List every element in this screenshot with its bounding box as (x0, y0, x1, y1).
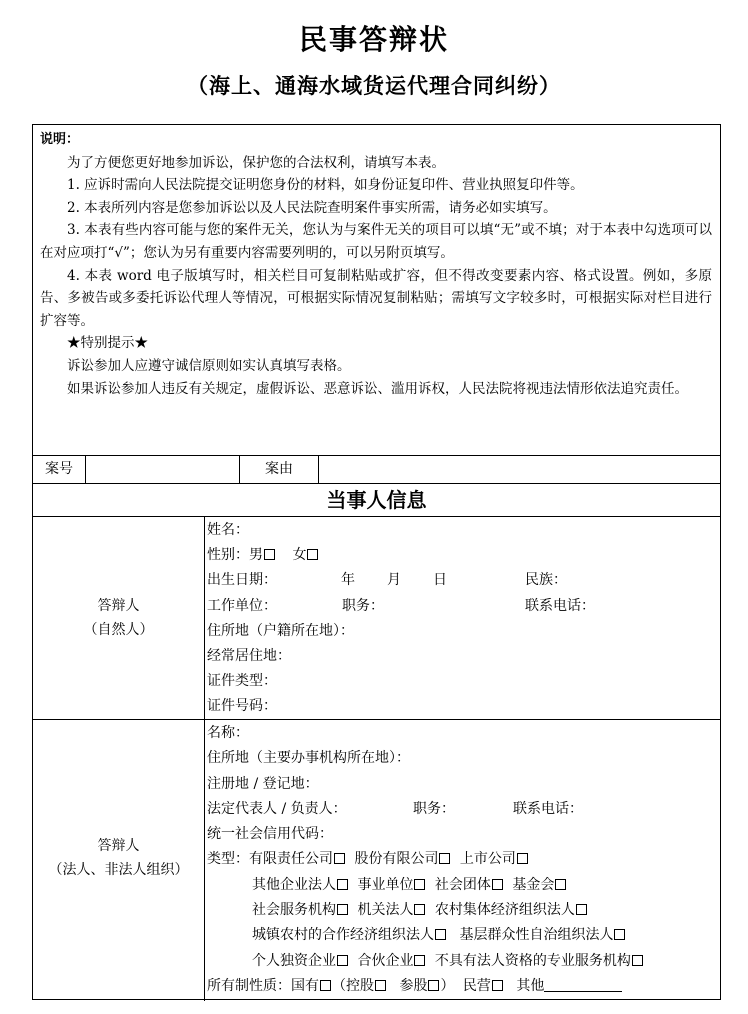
type-option: 上市公司 (459, 851, 516, 868)
case-number-label: 案号 (45, 461, 73, 477)
instruction-paragraph: 为了方便您更好地参加诉讼，保护您的合法权利，请填写本表。 (67, 154, 445, 171)
id-number-label: 证件号码： (207, 698, 277, 715)
habitual-residence-label: 经常居住地： (207, 647, 291, 664)
instructions-section (33, 125, 720, 455)
type-checkbox[interactable] (492, 879, 503, 890)
document-subtitle: （海上、通海水域货运代理合同纠纷） (187, 73, 561, 98)
org-name-label: 名称： (207, 725, 249, 741)
org-address-label: 住所地（主要办事机构所在地）： (207, 750, 410, 767)
other-ownership-blank[interactable] (544, 978, 622, 992)
type-checkbox[interactable] (614, 929, 625, 940)
org-phone-label: 联系电话： (513, 800, 583, 817)
case-cause-label: 案由 (265, 461, 293, 477)
type-option: 城镇农村的合作经济组织法人 (252, 927, 434, 944)
type-checkbox[interactable] (555, 879, 566, 890)
instruction-paragraph: 2. 本表所列内容是您参加诉讼以及人民法院查明案件事实所需，请务必如实填写。 (67, 199, 557, 216)
type-option: 基层群众性自治组织法人 (459, 927, 614, 944)
respondent-organization-label: 答辩人 （法人、非法人组织） (48, 838, 189, 878)
ownership-label: 所有制性质： (207, 977, 291, 994)
ownership-option: 其他 (516, 977, 545, 994)
type-checkbox[interactable] (334, 853, 345, 864)
legal-representative-label: 法定代表人 / 负责人： (207, 800, 347, 817)
male-checkbox[interactable] (264, 549, 275, 560)
phone-label: 联系电话： (525, 597, 595, 614)
type-option: 事业单位 (357, 876, 414, 893)
share-checkbox[interactable] (428, 980, 439, 991)
party-info-heading: 当事人信息 (326, 488, 427, 512)
type-checkbox[interactable] (337, 879, 348, 890)
instructions-label: 说明： (40, 132, 80, 147)
ownership-option: 参股 (399, 977, 428, 994)
type-checkbox[interactable] (576, 904, 587, 915)
id-type-label: 证件类型： (207, 673, 277, 690)
document-title: 民事答辩状 (298, 23, 449, 56)
divider (33, 516, 720, 517)
org-type-label: 类型： (207, 851, 249, 868)
type-option: 股份有限公司 (354, 851, 439, 868)
ownership-option: （控股 (332, 977, 374, 994)
org-position-label: 职务： (413, 800, 455, 817)
type-option: 其他企业法人 (252, 876, 336, 893)
gender-label: 性别： (207, 547, 249, 564)
type-option: 合伙企业 (357, 952, 414, 969)
residence-label: 住所地（户籍所在地）： (207, 622, 354, 639)
notice-paragraph: 诉讼参加人应遵守诚信原则如实认真填写表格。 (67, 357, 351, 374)
female-checkbox[interactable] (307, 549, 318, 560)
type-option: 社会服务机构 (252, 902, 336, 919)
type-checkbox[interactable] (414, 955, 425, 966)
ownership-option: 国有 (291, 977, 319, 994)
type-checkbox[interactable] (439, 853, 450, 864)
female-option-label: 女 (292, 547, 307, 564)
employer-label: 工作单位： (207, 597, 277, 614)
ethnicity-label: 民族： (525, 572, 567, 589)
type-option: 社会团体 (434, 876, 491, 893)
case-cause-field[interactable] (319, 455, 719, 483)
type-option: 不具有法人资格的专业服务机构 (434, 952, 631, 969)
type-checkbox[interactable] (632, 955, 643, 966)
defense-form (32, 124, 721, 1000)
case-number-field[interactable] (86, 455, 239, 483)
type-option: 有限责任公司 (249, 851, 333, 868)
type-checkbox[interactable] (435, 929, 446, 940)
notice-paragraph: 如果诉讼参加人违反有关规定，虚假诉讼、恶意诉讼、滥用诉权，人民法院将视违法情形依法追究责任。 (67, 380, 688, 397)
organization-fields (205, 721, 644, 999)
special-notice-title: ★特别提示★ (67, 335, 148, 352)
ownership-option: 民营 (462, 977, 491, 994)
type-checkbox[interactable] (517, 853, 528, 864)
male-option-label: 男 (249, 547, 263, 564)
holding-checkbox[interactable] (375, 980, 386, 991)
type-option: 个人独资企业 (252, 952, 336, 969)
natural-person-fields (205, 518, 595, 720)
type-option: 机关法人 (357, 902, 414, 919)
birth-date-label: 出生日期： (207, 572, 277, 589)
day-label: 日 (433, 572, 447, 589)
divider (33, 719, 720, 720)
type-checkbox[interactable] (414, 904, 425, 915)
type-option: 农村集体经济组织法人 (434, 902, 575, 919)
type-checkbox[interactable] (414, 879, 425, 890)
registration-place-label: 注册地 / 登记地： (207, 775, 319, 792)
private-checkbox[interactable] (492, 980, 503, 991)
name-label: 姓名： (207, 522, 249, 538)
credit-code-label: 统一社会信用代码： (207, 826, 333, 843)
instruction-paragraph: 1. 应诉时需向人民法院提交证明您身份的材料，如身份证复印件、营业执照复印件等。 (67, 177, 584, 194)
type-checkbox[interactable] (337, 904, 348, 915)
ownership-close-paren: ） (440, 977, 455, 994)
state-owned-checkbox[interactable] (320, 980, 331, 991)
month-label: 月 (387, 572, 401, 589)
instruction-paragraph: 3. 本表有些内容可能与您的案件无关，您认为与案件无关的项目可以填“无”或不填；对于本表中勾选项可以在对应项打“√”；您认为另有重要内容需要列明的，可以另附页填写。 (40, 222, 712, 261)
instruction-paragraph: 4. 本表 word 电子版填写时，相关栏目可复制粘贴或扩容，但不得改变要素内容、格式设置。例如，多原告、多被告或多委托诉讼代理人等情况，可根据实际情况复制粘贴；需填写文字较多时，可根据实际对栏目进行扩容等。 (40, 267, 712, 329)
type-checkbox[interactable] (337, 955, 348, 966)
year-label: 年 (341, 572, 355, 589)
type-option: 基金会 (512, 876, 555, 893)
position-label: 职务： (342, 597, 384, 614)
respondent-natural-person-label: 答辩人 （自然人） (83, 598, 154, 638)
